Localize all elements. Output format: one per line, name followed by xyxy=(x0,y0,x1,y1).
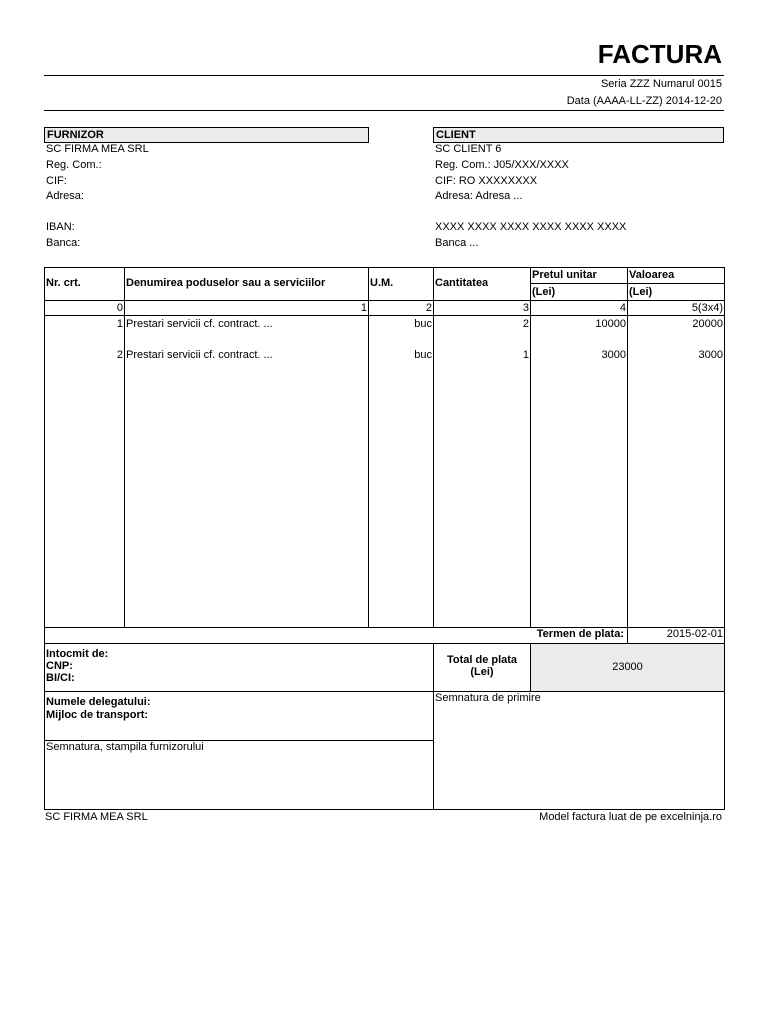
client-name: SC CLIENT 6 xyxy=(435,143,502,155)
header-divider-bottom xyxy=(44,110,724,111)
invoice-series-number: Seria ZZZ Numarul 0015 xyxy=(600,78,722,90)
header-divider-top xyxy=(44,75,724,76)
row-1-um: buc xyxy=(414,318,432,330)
client-reg-com: Reg. Com.: J05/XXX/XXXX xyxy=(435,159,569,171)
row-1-qty: 2 xyxy=(522,318,529,330)
index-col-2: 2 xyxy=(425,302,432,314)
index-col-3: 3 xyxy=(522,302,529,314)
table-index-divider xyxy=(44,315,725,316)
row-1-name: Prestari servicii cf. contract. ... xyxy=(126,318,273,330)
row-2-name: Prestari servicii cf. contract. ... xyxy=(126,349,273,361)
header-unit-price-currency: (Lei) xyxy=(532,286,556,298)
bi-label: BI/CI: xyxy=(46,672,75,684)
index-col-0: 0 xyxy=(116,302,123,314)
col-divider-1 xyxy=(124,267,125,628)
client-address: Adresa: Adresa ... xyxy=(435,190,523,202)
delegate-name-label: Numele delegatului: xyxy=(46,696,151,708)
index-col-4: 4 xyxy=(619,302,626,314)
payment-term-label: Termen de plata: xyxy=(536,628,624,640)
header-um: U.M. xyxy=(370,277,394,289)
header-nr: Nr. crt. xyxy=(46,277,81,289)
header-value-currency: (Lei) xyxy=(629,286,653,298)
header-value: Valoarea xyxy=(629,269,675,281)
client-cif: CIF: RO XXXXXXXX xyxy=(435,175,538,187)
client-bank: Banca ... xyxy=(435,237,479,249)
client-heading: CLIENT xyxy=(433,127,724,143)
header-product-name: Denumirea poduselor sau a serviciilor xyxy=(126,277,326,289)
supplier-signature-label: Semnatura, stampila furnizorului xyxy=(46,741,204,753)
cnp-label: CNP: xyxy=(46,660,73,672)
supplier-cif: CIF: xyxy=(46,175,67,187)
client-iban: XXXX XXXX XXXX XXXX XXXX XXXX xyxy=(435,221,627,233)
footer-company: SC FIRMA MEA SRL xyxy=(45,811,148,823)
table-header-divider xyxy=(44,300,725,301)
invoice-title: FACTURA xyxy=(597,39,722,69)
header-quantity: Cantitatea xyxy=(435,277,489,289)
total-value: 23000 xyxy=(612,661,643,673)
footer-credit: Model factura luat de pe excelninja.ro xyxy=(539,811,722,823)
row-2-qty: 1 xyxy=(522,349,529,361)
supplier-reg-com: Reg. Com.: xyxy=(46,159,102,171)
transport-label: Mijloc de transport: xyxy=(46,709,149,721)
row-1-price: 10000 xyxy=(595,318,626,330)
total-label-line-2: (Lei) xyxy=(470,666,494,678)
receipt-signature-label: Semnatura de primire xyxy=(435,692,541,704)
supplier-address: Adresa: xyxy=(46,190,84,202)
index-col-5: 5(3x4) xyxy=(691,302,723,314)
prepared-bottom-line xyxy=(44,691,434,692)
row-2-value: 3000 xyxy=(698,349,723,361)
total-label-line-1: Total de plata xyxy=(446,654,518,666)
payment-term-value: 2015-02-01 xyxy=(666,628,723,640)
row-2-um: buc xyxy=(414,349,432,361)
header-unit-price: Pretul unitar xyxy=(532,269,597,281)
supplier-iban: IBAN: xyxy=(46,221,75,233)
row-2-nr: 2 xyxy=(116,349,123,361)
prepared-by-label: Intocmit de: xyxy=(46,648,109,660)
index-col-1: 1 xyxy=(360,302,367,314)
row-2-price: 3000 xyxy=(601,349,626,361)
row-1-value: 20000 xyxy=(692,318,723,330)
row-1-nr: 1 xyxy=(116,318,123,330)
supplier-bank: Banca: xyxy=(46,237,81,249)
supplier-name: SC FIRMA MEA SRL xyxy=(46,143,149,155)
supplier-heading: FURNIZOR xyxy=(44,127,369,143)
invoice-date: Data (AAAA-LL-ZZ) 2014-12-20 xyxy=(566,95,722,107)
